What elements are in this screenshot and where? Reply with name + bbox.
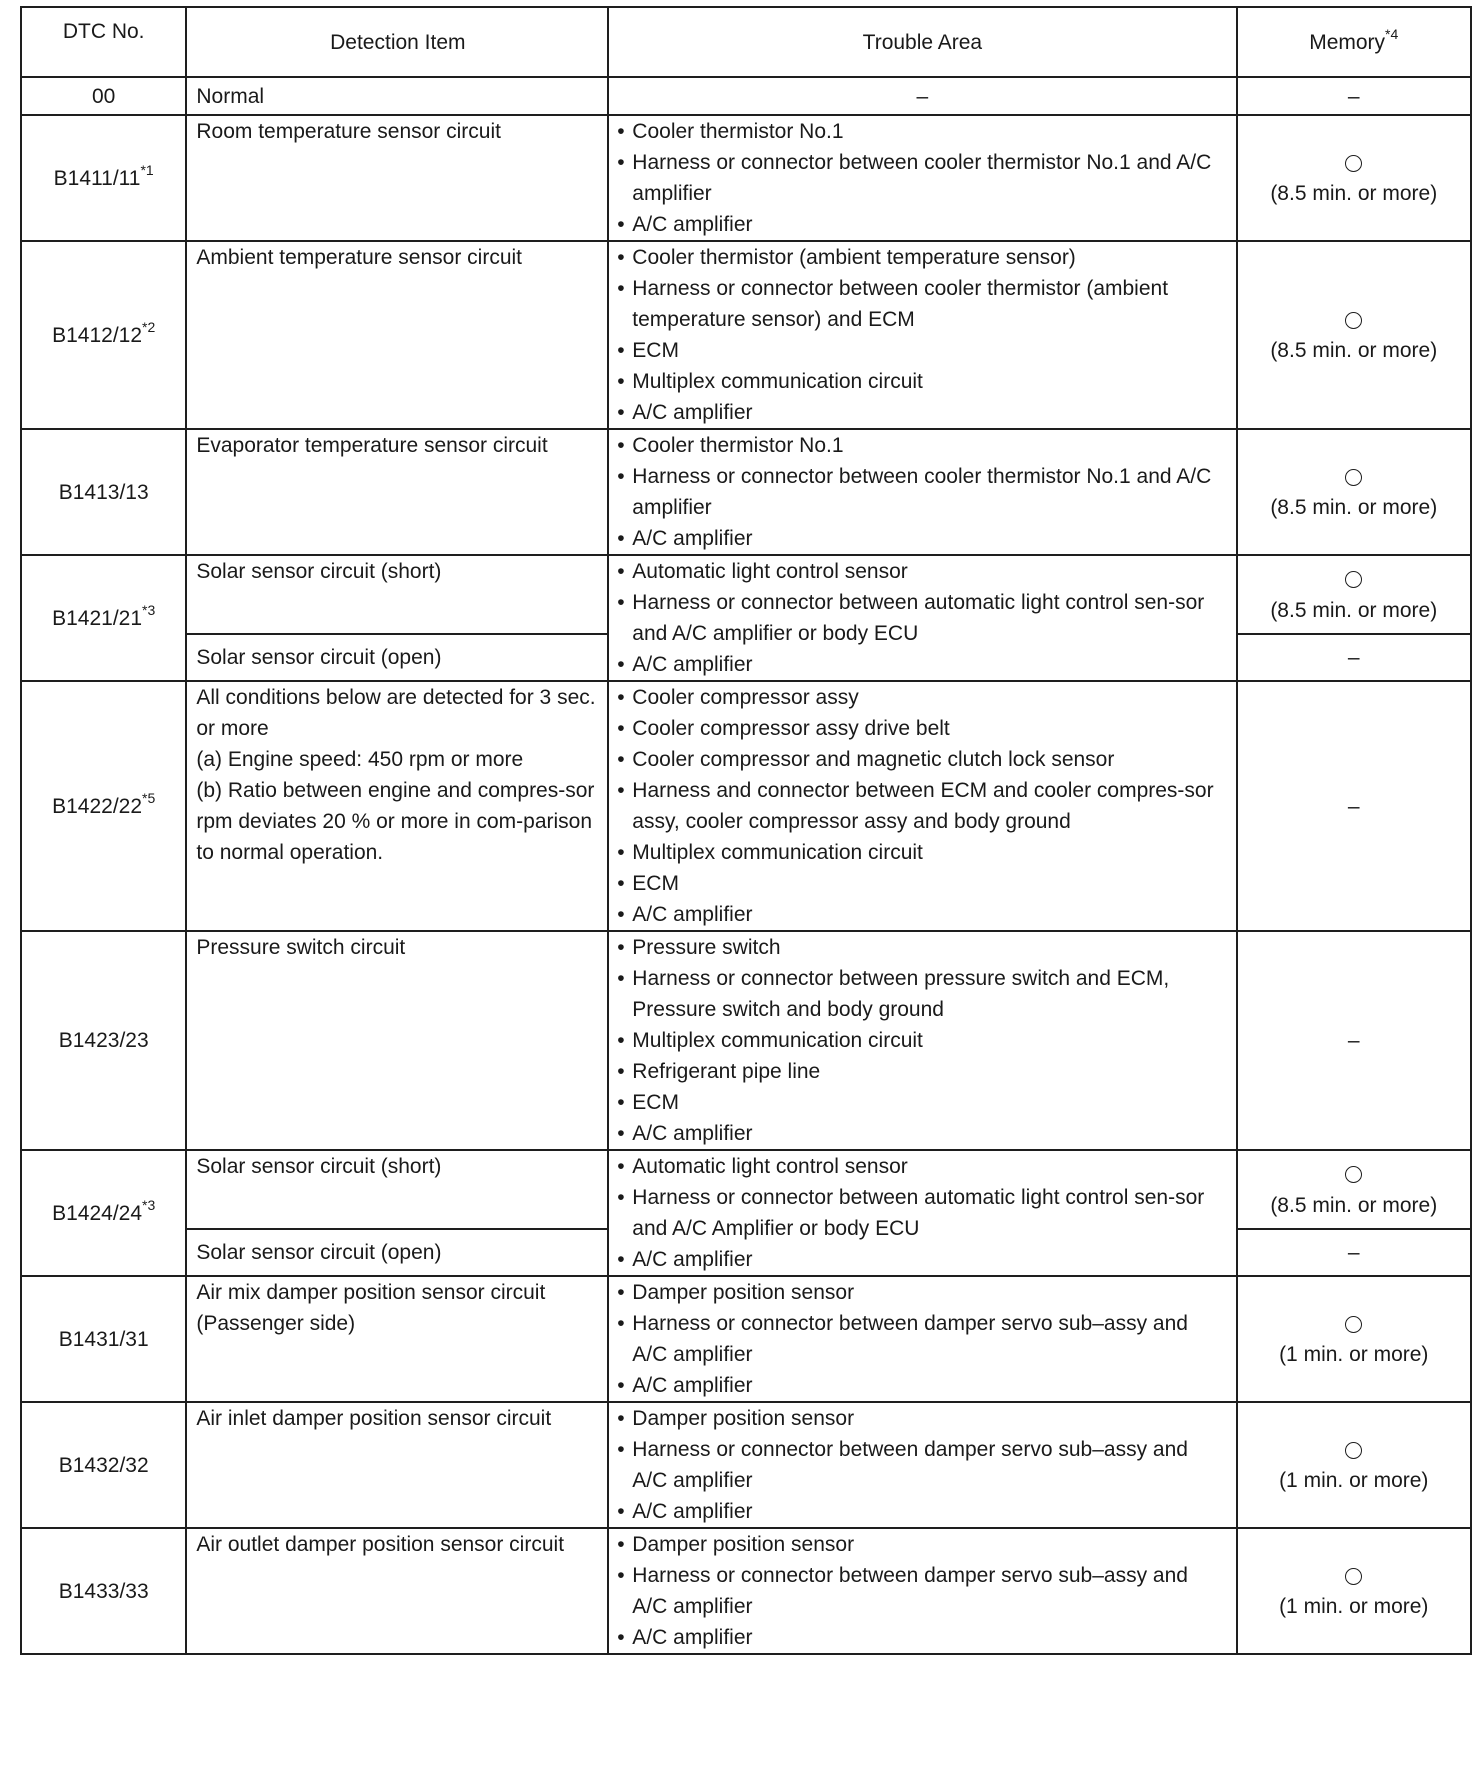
item-line: All conditions below are detected for 3 sec. or more xyxy=(196,686,596,740)
area-bullet: • A/C amplifier xyxy=(617,523,1227,554)
table-row xyxy=(21,1276,1471,1402)
memory-cell: – xyxy=(1237,931,1472,1150)
memory-circle-icon xyxy=(1345,155,1362,172)
area-bullet: • Multiplex communication circuit xyxy=(617,1025,1227,1056)
area-bullet: • Harness or connector between cooler thermistor No.1 and A/C amplifier xyxy=(617,461,1227,523)
memory-circle-icon xyxy=(1345,312,1362,329)
memory-cell: – xyxy=(1237,681,1472,931)
area-bullet: • Refrigerant pipe line xyxy=(617,1056,1227,1087)
area-bullet: • ECM xyxy=(617,1087,1227,1118)
dtc-cell: B1411/11$^{*1}$ xyxy=(21,115,186,241)
memory-circle-icon xyxy=(1345,469,1362,486)
area-bullet: • A/C amplifier xyxy=(617,1622,1227,1653)
table-row xyxy=(21,931,1471,1150)
item-cell: Solar sensor circuit (short) xyxy=(186,555,608,634)
area-cell xyxy=(608,931,1236,1150)
area-cell: – xyxy=(608,77,1236,115)
table-row xyxy=(21,1528,1471,1654)
area-bullet: • Harness or connector between pressure switch and ECM, Pressure switch and body ground xyxy=(617,963,1227,1025)
area-bullet: • Harness or connector between automatic light control sen-sor and A/C amplifier or body ECU xyxy=(617,587,1227,649)
memory-circle-icon xyxy=(1345,1442,1362,1459)
memory-cell: (8.5 min. or more) xyxy=(1237,429,1472,555)
area-bullet: • A/C amplifier xyxy=(617,1370,1227,1401)
dtc-table xyxy=(20,6,1472,1655)
area-bullet: • Cooler thermistor No.1 xyxy=(617,116,1227,147)
area-cell xyxy=(608,1276,1236,1402)
area-bullet: • Automatic light control sensor xyxy=(617,556,1227,587)
area-cell xyxy=(608,681,1236,931)
item-line: (a) Engine speed: 450 rpm or more xyxy=(196,748,524,771)
header-detection-item: Detection Item xyxy=(186,7,608,77)
dtc-cell: B1413/13 xyxy=(21,429,186,555)
item-cell: Normal xyxy=(186,77,608,115)
area-cell xyxy=(608,241,1236,429)
area-bullet: • ECM xyxy=(617,868,1227,899)
item-cell: Ambient temperature sensor circuit xyxy=(186,241,608,429)
item-cell: Solar sensor circuit (open) xyxy=(186,634,608,681)
item-cell xyxy=(186,681,608,931)
dtc-cell: B1423/23 xyxy=(21,931,186,1150)
area-cell xyxy=(608,429,1236,555)
item-cell: Pressure switch circuit xyxy=(186,931,608,1150)
header-dtc-no: DTC No. xyxy=(21,7,186,77)
memory-cell: (8.5 min. or more) xyxy=(1237,115,1472,241)
memory-circle-icon xyxy=(1345,1568,1362,1585)
dtc-cell: B1433/33 xyxy=(21,1528,186,1654)
area-cell xyxy=(608,1528,1236,1654)
area-bullet: • Cooler compressor assy xyxy=(617,682,1227,713)
item-cell: Air mix damper position sensor circuit (Passenger side) xyxy=(186,1276,608,1402)
dtc-cell: B1432/32 xyxy=(21,1402,186,1528)
area-bullet: • Multiplex communication circuit xyxy=(617,366,1227,397)
memory-cell: (8.5 min. or more) xyxy=(1237,241,1472,429)
area-bullet: • Harness or connector between damper servo sub–assy and A/C amplifier xyxy=(617,1308,1227,1370)
area-bullet: • A/C amplifier xyxy=(617,899,1227,930)
area-bullet: • A/C amplifier xyxy=(617,1244,1227,1275)
dtc-cell: 00 xyxy=(21,77,186,115)
dtc-cell: B1431/31 xyxy=(21,1276,186,1402)
memory-circle-icon xyxy=(1345,571,1362,588)
area-cell xyxy=(608,115,1236,241)
area-bullet: • Cooler compressor assy drive belt xyxy=(617,713,1227,744)
memory-cell: (8.5 min. or more) xyxy=(1237,1150,1472,1229)
area-bullet: • Harness or connector between automatic light control sen-sor and A/C Amplifier or body ECU xyxy=(617,1182,1227,1244)
area-cell xyxy=(608,1150,1236,1276)
dtc-cell: B1421/21$^{*3}$ xyxy=(21,555,186,681)
area-bullet: • Damper position sensor xyxy=(617,1277,1227,1308)
memory-cell: – xyxy=(1237,634,1472,681)
area-bullet: • A/C amplifier xyxy=(617,1118,1227,1149)
area-bullet: • A/C amplifier xyxy=(617,397,1227,428)
area-cell xyxy=(608,555,1236,681)
memory-cell: – xyxy=(1237,1229,1472,1276)
memory-circle-icon xyxy=(1345,1166,1362,1183)
memory-cell: (1 min. or more) xyxy=(1237,1402,1472,1528)
area-bullet: • Cooler thermistor No.1 xyxy=(617,430,1227,461)
item-cell: Air inlet damper position sensor circuit xyxy=(186,1402,608,1528)
memory-cell: – xyxy=(1237,77,1472,115)
item-line: (b) Ratio between engine and compres-sor rpm deviates 20 % or more in com-parison to normal operation. xyxy=(196,779,595,864)
area-bullet: • A/C amplifier xyxy=(617,1496,1227,1527)
area-bullet: • Harness or connector between cooler thermistor No.1 and A/C amplifier xyxy=(617,147,1227,209)
area-bullet: • Harness or connector between damper servo sub–assy and A/C amplifier xyxy=(617,1434,1227,1496)
area-bullet: • Harness or connector between damper servo sub–assy and A/C amplifier xyxy=(617,1560,1227,1622)
area-bullet: • Cooler compressor and magnetic clutch lock sensor xyxy=(617,744,1227,775)
area-bullet: • Multiplex communication circuit xyxy=(617,837,1227,868)
memory-cell: (1 min. or more) xyxy=(1237,1528,1472,1654)
area-bullet: • ECM xyxy=(617,335,1227,366)
item-cell: Evaporator temperature sensor circuit xyxy=(186,429,608,555)
area-bullet: • Damper position sensor xyxy=(617,1529,1227,1560)
area-cell xyxy=(608,1402,1236,1528)
memory-cell: (8.5 min. or more) xyxy=(1237,555,1472,634)
table-row xyxy=(21,77,1471,115)
dtc-table-container xyxy=(20,6,1472,1655)
table-row xyxy=(21,555,1471,634)
area-bullet: • Automatic light control sensor xyxy=(617,1151,1227,1182)
dtc-cell: B1424/24$^{*3}$ xyxy=(21,1150,186,1276)
table-row xyxy=(21,241,1471,429)
area-bullet: • Cooler thermistor (ambient temperature sensor) xyxy=(617,242,1227,273)
item-cell: Air outlet damper position sensor circuit xyxy=(186,1528,608,1654)
item-cell: Solar sensor circuit (open) xyxy=(186,1229,608,1276)
area-bullet: • Harness or connector between cooler thermistor (ambient temperature sensor) and ECM xyxy=(617,273,1227,335)
item-cell: Solar sensor circuit (short) xyxy=(186,1150,608,1229)
table-row xyxy=(21,1402,1471,1528)
table-row xyxy=(21,1150,1471,1229)
header-row xyxy=(21,7,1471,77)
dtc-cell: B1412/12$^{*2}$ xyxy=(21,241,186,429)
area-bullet: • Harness and connector between ECM and cooler compres-sor assy, cooler compressor assy and body ground xyxy=(617,775,1227,837)
memory-cell: (1 min. or more) xyxy=(1237,1276,1472,1402)
area-bullet: • Damper position sensor xyxy=(617,1403,1227,1434)
table-row xyxy=(21,115,1471,241)
item-cell: Room temperature sensor circuit xyxy=(186,115,608,241)
area-bullet: • A/C amplifier xyxy=(617,649,1227,680)
area-bullet: • A/C amplifier xyxy=(617,209,1227,240)
area-bullet: • Pressure switch xyxy=(617,932,1227,963)
header-trouble-area: Trouble Area xyxy=(608,7,1236,77)
memory-circle-icon xyxy=(1345,1316,1362,1333)
table-row xyxy=(21,681,1471,931)
table-row xyxy=(21,429,1471,555)
header-memory: Memory$^{*4}$ xyxy=(1237,7,1472,77)
dtc-cell: B1422/22$^{*5}$ xyxy=(21,681,186,931)
